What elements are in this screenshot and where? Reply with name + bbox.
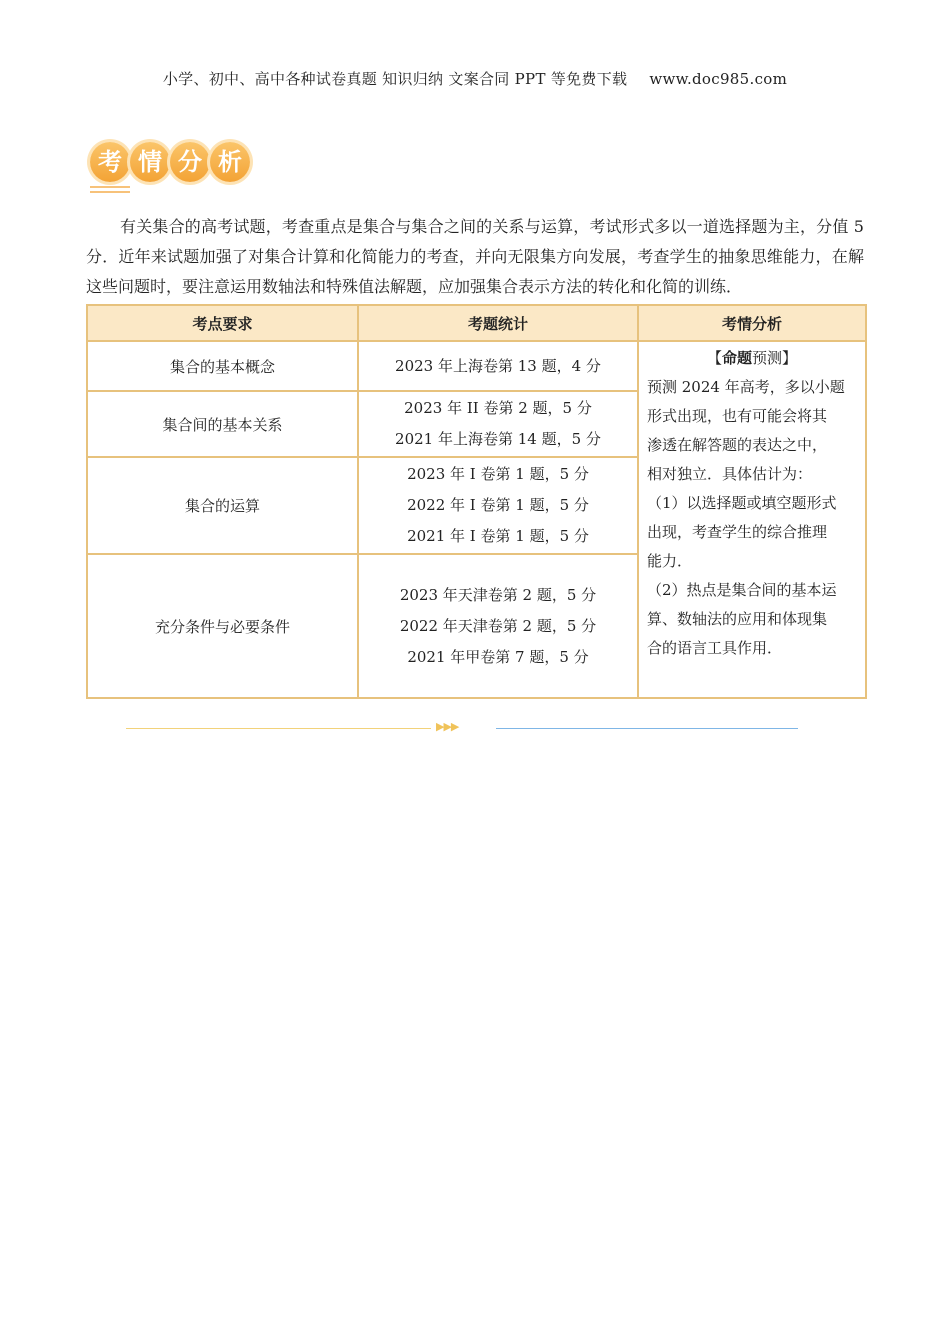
stat-line: 2023 年上海卷第 13 题，4 分 — [395, 356, 601, 375]
requirement-cell: 集合的基本概念 — [87, 341, 358, 391]
analysis-line: 渗透在解答题的表达之中， — [647, 436, 828, 454]
stat-line: 2023 年天津卷第 2 题，5 分 — [399, 585, 597, 604]
section-divider — [126, 720, 798, 736]
badge-char: 情 — [130, 142, 170, 182]
stat-line: 2023 年 II 卷第 2 题，5 分 — [404, 399, 592, 417]
stat-line: 2021 年上海卷第 14 题，5 分 — [395, 430, 601, 448]
badge-underline-decoration — [90, 186, 130, 196]
stat-line: 2023 年 I 卷第 1 题，5 分 — [407, 465, 589, 483]
badge-char: 考 — [90, 142, 130, 182]
stat-line: 2021 年 I 卷第 1 题，5 分 — [407, 527, 589, 545]
analysis-cell — [638, 341, 866, 698]
divider-line-left — [126, 728, 431, 729]
requirement-cell: 充分条件与必要条件 — [87, 554, 358, 698]
stat-line: 2022 年 I 卷第 1 题，5 分 — [407, 496, 589, 514]
stats-cell — [358, 391, 638, 457]
exam-analysis-table — [86, 304, 867, 699]
analysis-line: 合的语言工具作用． — [647, 639, 783, 657]
divider-arrow-icon: ▶▶▶ — [436, 720, 459, 733]
requirement-cell: 集合间的基本关系 — [87, 391, 358, 457]
page-header — [0, 68, 950, 89]
analysis-line: （1）以选择题或填空题形式 — [647, 494, 837, 512]
analysis-title — [647, 344, 857, 373]
section-badge — [86, 138, 256, 200]
badge-char: 分 — [170, 142, 210, 182]
stats-cell — [358, 554, 638, 698]
table-row — [87, 341, 866, 391]
requirement-cell: 集合的运算 — [87, 457, 358, 554]
header-statistics: 考题统计 — [358, 305, 638, 341]
intro-paragraph: 有关集合的高考试题，考查重点是集合与集合之间的关系与运算，考试形式多以一道选择题为主，分值 5 分．近年来试题加强了对集合计算和化简能力的考查，并向无限集方向发展，考查学生的抽象思维能力，在解这些问题时，要注意运用数轴法和特殊值法解题，应加强集合表示方法的转化和化简的训练． — [86, 217, 864, 296]
analysis-title-rest: 预测 — [752, 349, 783, 367]
analysis-line: （2）热点是集合间的基本运 — [647, 581, 837, 599]
header-text: 小学、初中、高中各种试卷真题 知识归纳 文案合同 PPT 等免费下载 — [162, 70, 628, 88]
analysis-line: 相对独立．具体估计为： — [647, 465, 813, 483]
analysis-line: 算、数轴法的应用和体现集 — [647, 610, 828, 628]
analysis-line: 能力． — [647, 552, 693, 570]
header-analysis: 考情分析 — [638, 305, 866, 341]
divider-line-right — [496, 728, 798, 729]
stats-cell — [358, 341, 638, 391]
badge-char: 析 — [210, 142, 250, 182]
analysis-line: 出现，考查学生的综合推理 — [647, 523, 828, 541]
header-site-link[interactable]: www.doc985.com — [649, 70, 788, 88]
analysis-bracket: 】 — [782, 349, 798, 367]
stats-cell — [358, 457, 638, 554]
table-header-row — [87, 305, 866, 341]
stat-line: 2022 年天津卷第 2 题，5 分 — [399, 616, 597, 635]
analysis-title-bold: 命题 — [721, 349, 752, 367]
stat-line: 2021 年甲卷第 7 题，5 分 — [407, 647, 589, 666]
header-requirement: 考点要求 — [87, 305, 358, 341]
analysis-bracket: 【 — [706, 349, 722, 367]
analysis-line: 形式出现，也有可能会将其 — [647, 407, 828, 425]
analysis-line: 预测 2024 年高考，多以小题 — [647, 378, 845, 396]
